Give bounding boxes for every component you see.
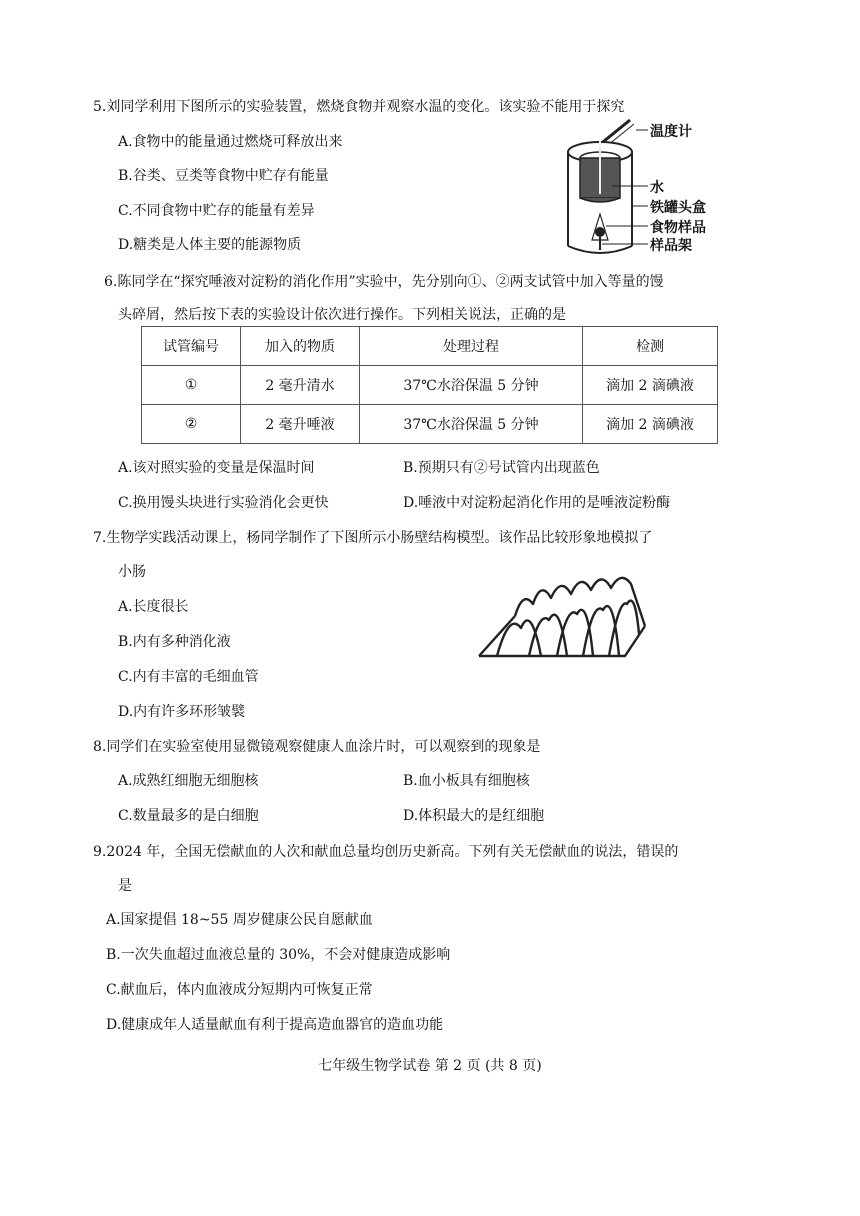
page-footer: 七年级生物学试卷 第 2 页 (共 8 页) (318, 1058, 542, 1074)
q5-option-b: B.谷类、豆类等食物中贮存有能量 (118, 168, 329, 184)
table-header: 试管编号 (142, 327, 241, 366)
q9-option-c: C.献血后，体内血液成分短期内可恢复正常 (106, 982, 373, 998)
q7-option-c: C.内有丰富的毛细血管 (118, 669, 259, 685)
q7-option-d: D.内有许多环形皱襞 (118, 704, 246, 720)
table-cell: 滴加 2 滴碘液 (583, 405, 718, 444)
table-cell: 滴加 2 滴碘液 (583, 366, 718, 405)
calorimeter-figure (560, 118, 730, 268)
label-food-sample: 食物样品 (650, 220, 706, 236)
table-cell: ① (142, 366, 241, 405)
q9-option-b: B.一次失血超过血液总量的 30%，不会对健康造成影响 (106, 947, 451, 963)
q9-stem-line1: 9.2024 年，全国无偿献血的人次和献血总量均创历史新高。下列有关无偿献血的说法，错误的 (93, 844, 679, 860)
q7-option-b: B.内有多种消化液 (118, 634, 231, 650)
table-cell: 2 毫升唾液 (241, 405, 360, 444)
q9-stem-line2: 是 (118, 878, 132, 894)
q6-option-d: D.唾液中对淀粉起消化作用的是唾液淀粉酶 (403, 495, 671, 511)
q5-option-c: C.不同食物中贮存的能量有差异 (118, 203, 315, 219)
label-sample-holder: 样品架 (650, 238, 692, 254)
q8-option-a: A.成熟红细胞无细胞核 (118, 773, 259, 789)
table-header: 处理过程 (360, 327, 583, 366)
label-thermometer: 温度计 (650, 124, 692, 140)
table-header: 加入的物质 (241, 327, 360, 366)
experiment-table (141, 326, 718, 444)
q7-option-a: A.长度很长 (118, 599, 189, 615)
table-cell: 37℃水浴保温 5 分钟 (360, 366, 583, 405)
q6-option-b: B.预期只有②号试管内出现蓝色 (403, 460, 600, 476)
q6-stem-line2: 头碎屑，然后按下表的实验设计依次进行操作。下列相关说法，正确的是 (118, 307, 566, 323)
q6-stem-line1: 6.陈同学在“探究唾液对淀粉的消化作用”实验中，先分别向①、②两支试管中加入等量的馒 (104, 274, 664, 290)
q5-option-d: D.糖类是人体主要的能源物质 (118, 237, 302, 253)
q9-option-d: D.健康成年人适量献血有利于提高造血器官的造血功能 (106, 1017, 444, 1033)
label-tin-can: 铁罐头盒 (650, 200, 706, 216)
q6-option-a: A.该对照实验的变量是保温时间 (118, 460, 315, 476)
q7-stem-line2: 小肠 (118, 564, 146, 580)
table-header-row (142, 327, 718, 366)
q9-option-a: A.国家提倡 18~55 周岁健康公民自愿献血 (106, 912, 373, 928)
q8-option-b: B.血小板具有细胞核 (403, 773, 530, 789)
q8-stem: 8.同学们在实验室使用显微镜观察健康人血涂片时，可以观察到的现象是 (93, 739, 541, 755)
q5-stem: 5.刘同学利用下图所示的实验装置，燃烧食物并观察水温的变化。该实验不能用于探究 (93, 99, 625, 115)
q8-option-c: C.数量最多的是白细胞 (118, 808, 259, 824)
table-cell: 2 毫升清水 (241, 366, 360, 405)
table-cell: 37℃水浴保温 5 分钟 (360, 405, 583, 444)
table-cell: ② (142, 405, 241, 444)
q6-option-c: C.换用馒头块进行实验消化会更快 (118, 495, 329, 511)
q8-option-d: D.体积最大的是红细胞 (403, 808, 545, 824)
intestine-fold-model-figure (475, 570, 650, 670)
q5-option-a: A.食物中的能量通过燃烧可释放出来 (118, 134, 343, 150)
table-row (142, 405, 718, 444)
table-row (142, 366, 718, 405)
label-water: 水 (650, 180, 664, 196)
table-header: 检测 (583, 327, 718, 366)
q7-stem-line1: 7.生物学实践活动课上，杨同学制作了下图所示小肠壁结构模型。该作品比较形象地模拟了 (93, 530, 653, 546)
